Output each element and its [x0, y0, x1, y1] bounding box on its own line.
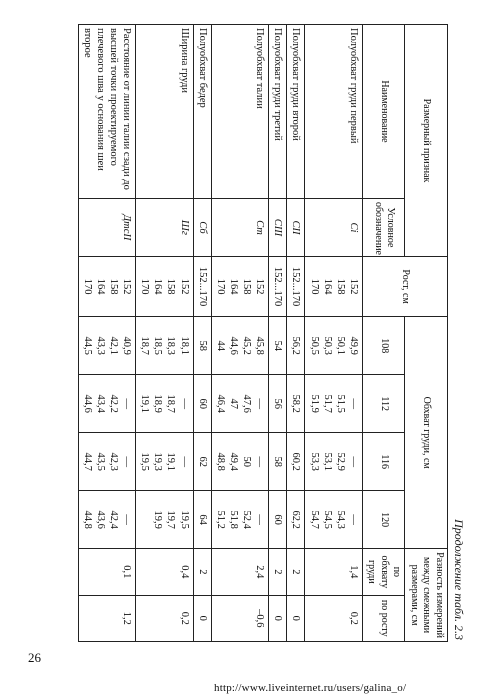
value-116: 62 [193, 433, 211, 491]
value-112: 60 [193, 375, 211, 433]
row-name: Полуобхват груди второй [287, 25, 305, 199]
value-116: 60,2 [287, 433, 305, 491]
value-108: 45,8 45,2 44,6 44 [211, 317, 269, 375]
diff-height: 0 [287, 595, 305, 641]
value-112: — 18,7 18,9 19,1 [136, 375, 194, 433]
row-heights: 152 158 164 170 [305, 256, 363, 316]
table-row [211, 25, 269, 642]
row-heights: 152 158 164 170 [78, 256, 136, 316]
row-heights: 152...170 [193, 256, 211, 316]
diff-chest: 2,4 [211, 549, 269, 595]
header-symbol: Условное обозначение [363, 198, 406, 256]
header-by-chest: по обхвату груди [363, 549, 406, 595]
header-by-height: по росту [363, 595, 406, 641]
row-name: Расстояние от линии талии сзади до высшей точки проектируемого плечевого шва у основания шеи второе [78, 25, 136, 199]
header-difference: Разность измерений между смежными размерами, см [405, 549, 448, 642]
table-row [269, 25, 287, 642]
header-chest: Обхват груди, см [405, 317, 448, 549]
value-108: 54 [269, 317, 287, 375]
value-116: — 52,9 53,1 53,3 [305, 433, 363, 491]
diff-chest: 0,4 [136, 549, 194, 595]
diff-height: 0,2 [136, 595, 194, 641]
row-heights: 152...170 [287, 256, 305, 316]
row-name: Полуобхват груди первый [305, 25, 363, 199]
row-name: Полуобхват груди третий [269, 25, 287, 199]
table-caption: Продолжение табл. 2.3 [452, 519, 466, 640]
value-120: 19,5 19,7 19,9 [136, 491, 194, 549]
table-row [305, 25, 363, 642]
value-120: — 52,4 51,8 51,2 [211, 491, 269, 549]
value-120: — 54,3 54,5 54,7 [305, 491, 363, 549]
row-heights: 152 158 164 170 [211, 256, 269, 316]
row-symbol: ДтсII [78, 198, 136, 256]
rotated-table-page [30, 24, 470, 644]
diff-height: 0 [193, 595, 211, 641]
value-116: 58 [269, 433, 287, 491]
value-116: — 19,1 19,3 19,5 [136, 433, 194, 491]
value-112: — 47,6 47 46,4 [211, 375, 269, 433]
row-heights: 152...170 [269, 256, 287, 316]
footer-url: http://www.liveinternet.ru/users/galina_o/ [214, 682, 407, 694]
page-number: 26 [28, 650, 41, 665]
row-name: Ширина груди [136, 25, 194, 199]
row-symbol: Шг [136, 198, 194, 256]
value-116: — 42,3 43,5 44,7 [78, 433, 136, 491]
diff-chest: 2 [269, 549, 287, 595]
value-108: 49,9 50,1 50,3 50,5 [305, 317, 363, 375]
diff-height: 0 [269, 595, 287, 641]
header-name: Наименование [363, 25, 406, 199]
value-108: 40,9 42,1 43,3 44,5 [78, 317, 136, 375]
row-symbol: СII [287, 198, 305, 256]
diff-height: 0,2 [305, 595, 363, 641]
value-116: — 50 49,4 48,8 [211, 433, 269, 491]
value-120: — 42,4 43,6 44,8 [78, 491, 136, 549]
header-height: Рост, см [363, 256, 448, 316]
value-120: 60 [269, 491, 287, 549]
size-table [78, 24, 448, 642]
value-108: 56,2 [287, 317, 305, 375]
row-name: Полуобхват талии [211, 25, 269, 199]
diff-chest: 0,1 [78, 549, 136, 595]
diff-chest: 1,4 [305, 549, 363, 595]
value-112: — 42,2 43,4 44,6 [78, 375, 136, 433]
table-row [78, 25, 136, 642]
diff-chest: 2 [287, 549, 305, 595]
row-symbol: СIII [269, 198, 287, 256]
value-112: 56 [269, 375, 287, 433]
value-108: 58 [193, 317, 211, 375]
value-112: 58,2 [287, 375, 305, 433]
row-name: Полуобхват бедер [193, 25, 211, 199]
diff-chest: 2 [193, 549, 211, 595]
value-120: 62,2 [287, 491, 305, 549]
diff-height: –0,6 [211, 595, 269, 641]
row-heights: 152 158 164 170 [136, 256, 194, 316]
table-row [193, 25, 211, 642]
diff-height: 1,2 [78, 595, 136, 641]
value-108: 18,1 18,3 18,5 18,7 [136, 317, 194, 375]
value-112: — 51,5 51,7 51,9 [305, 375, 363, 433]
header-feature: Размерный признак [405, 25, 448, 257]
row-symbol: Сі [305, 198, 363, 256]
value-120: 64 [193, 491, 211, 549]
table-row [287, 25, 305, 642]
header-116: 116 [363, 433, 406, 491]
header-120: 120 [363, 491, 406, 549]
row-symbol: Сб [193, 198, 211, 256]
header-108: 108 [363, 317, 406, 375]
table-row [136, 25, 194, 642]
header-112: 112 [363, 375, 406, 433]
row-symbol: Ст [211, 198, 269, 256]
